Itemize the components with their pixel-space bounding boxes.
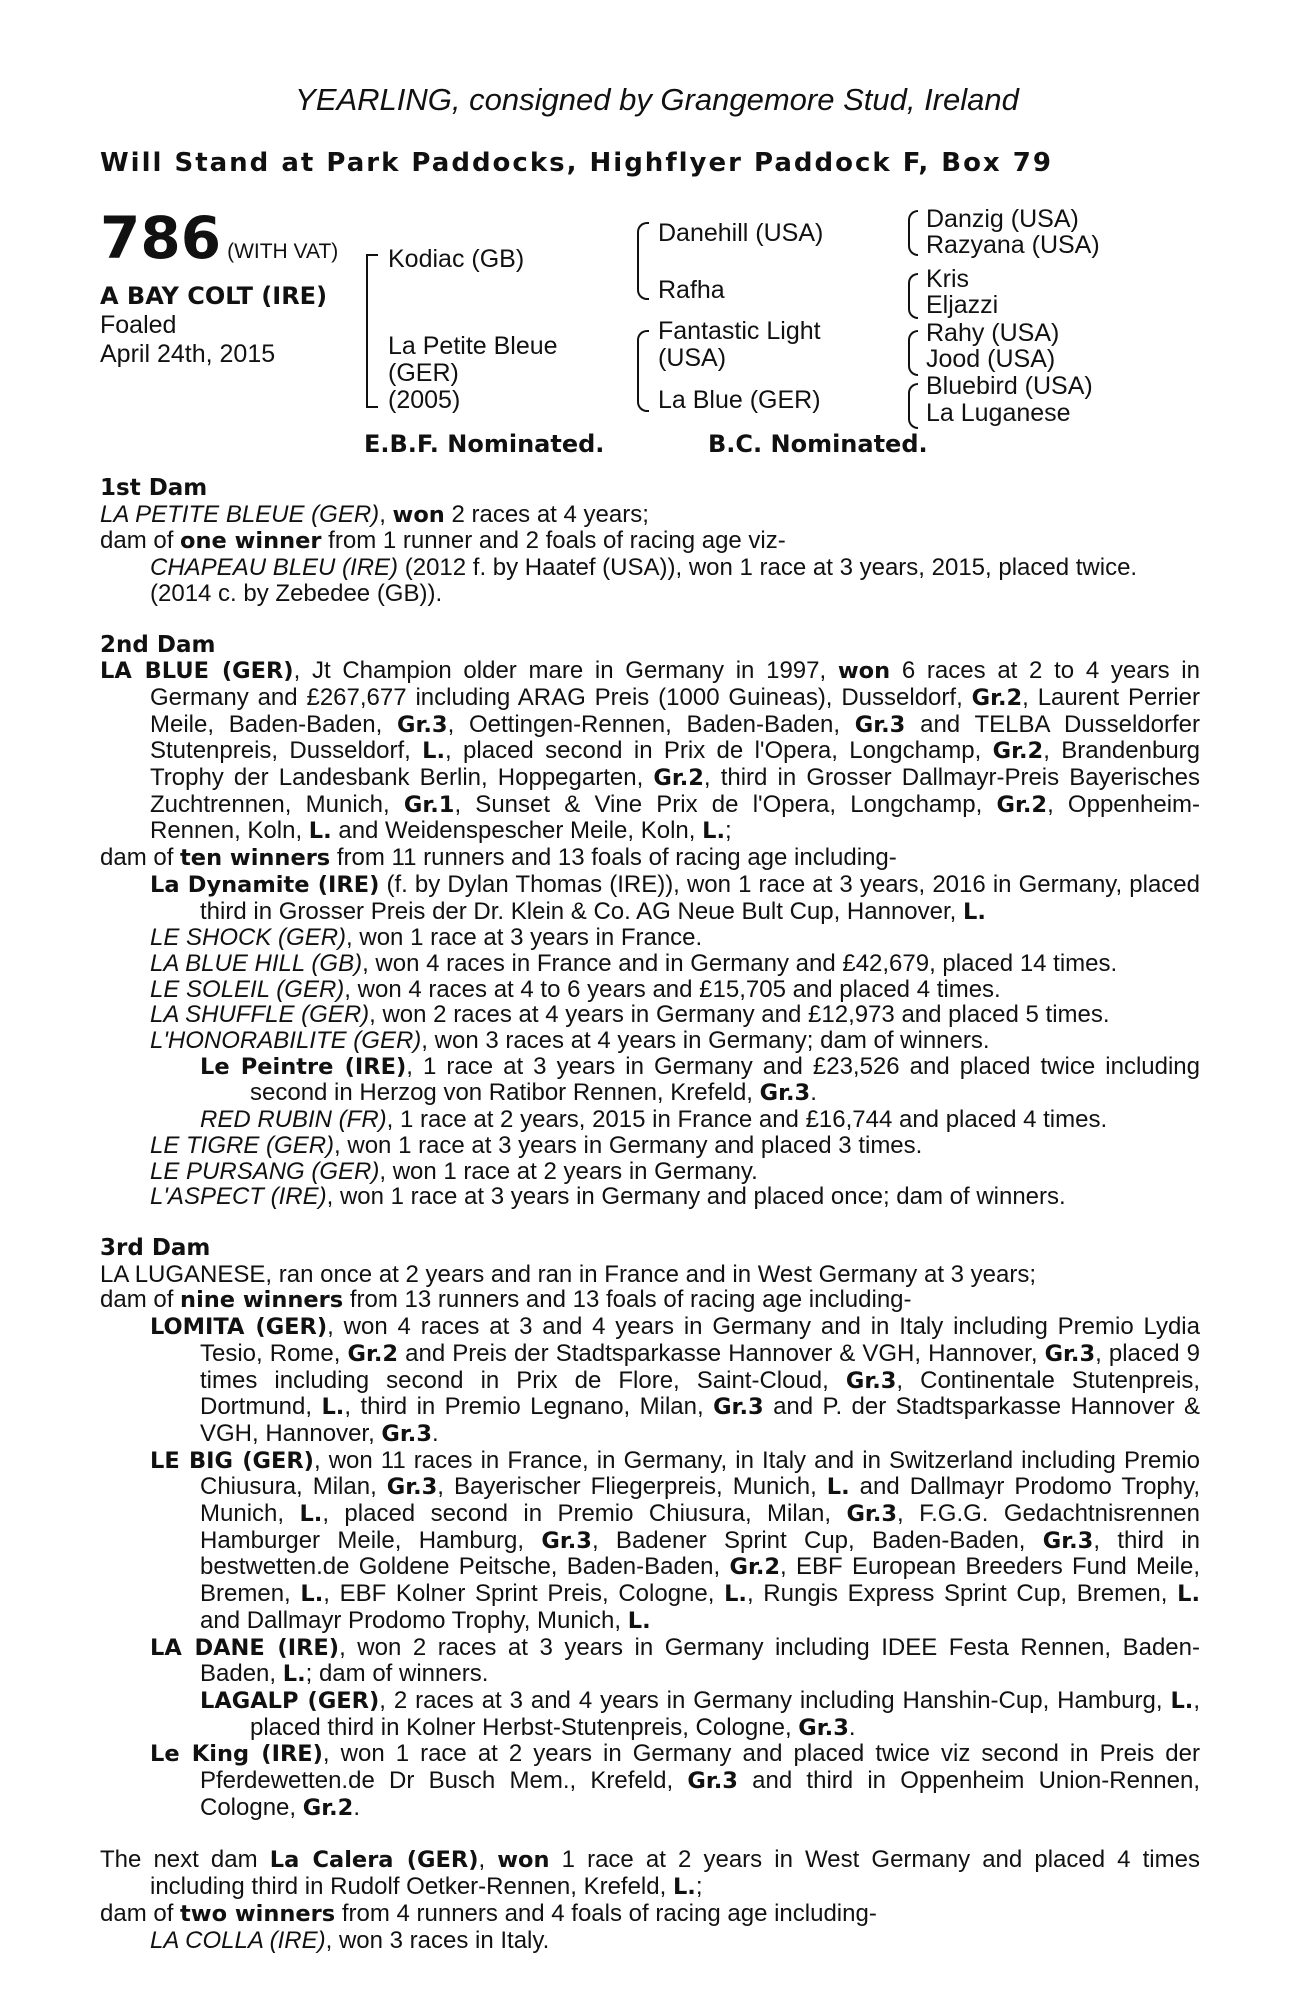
pedigree-dam-dam: La Blue (GER) — [658, 386, 821, 414]
first-dam-line: LA PETITE BLEUE (GER), won 2 races at 4 years; — [100, 500, 649, 528]
next-dam-produce-summary: dam of two winners from 4 runners and 4 foals of racing age including- — [100, 1899, 877, 1927]
pedigree-dam-country: (GER) — [388, 359, 459, 387]
pedigree-dam-name: La Petite Bleue — [388, 332, 558, 360]
ebf-nominated: E.B.F. Nominated. — [364, 430, 605, 458]
pedigree-bracket-gen1 — [366, 254, 378, 408]
second-dam-grand-progeny: Le Peintre (IRE), 1 race at 3 years in Germany and £23,526 and placed twice including second in Herzog von Ratibor Rennen, Krefeld, Gr.3. — [200, 1052, 1200, 1107]
third-dam-heading: 3rd Dam — [100, 1234, 211, 1261]
horse-name: A BAY COLT (IRE) — [100, 282, 328, 310]
pedigree-dam-sire — [658, 318, 821, 372]
first-dam-progeny: CHAPEAU BLEU (IRE) (2012 f. by Haatef (USA)), won 1 race at 3 years, 2015, placed twice. — [150, 554, 1138, 582]
foaled-label: Foaled — [100, 311, 177, 339]
third-dam-produce-summary: dam of nine winners from 13 runners and 13 foals of racing age including- — [100, 1286, 912, 1314]
third-dam-record: LA LUGANESE, ran once at 2 years and ran in France and in West Germany at 3 years; — [100, 1260, 1037, 1288]
second-dam-progeny: LE TIGRE (GER), won 1 race at 3 years in Germany and placed 3 times. — [150, 1131, 923, 1159]
pedigree-dam-year: (2005) — [388, 386, 461, 414]
second-dam-progeny: LE SHOCK (GER), won 1 race at 3 years in France. — [150, 924, 703, 952]
pedigree-gen3-6: Jood (USA) — [926, 345, 1056, 373]
second-dam-progeny: L'ASPECT (IRE), won 1 race at 3 years in Germany and placed once; dam of winners. — [150, 1183, 1066, 1211]
pedigree-gen3-5: Rahy (USA) — [926, 319, 1060, 347]
lot-number: 786 — [100, 204, 222, 272]
second-dam-progeny: L'HONORABILITE (GER), won 3 races at 4 years in Germany; dam of winners. — [150, 1027, 990, 1055]
second-dam-heading: 2nd Dam — [100, 631, 216, 658]
bc-nominated: B.C. Nominated. — [708, 430, 928, 458]
consignor-header: YEARLING, consigned by Grangemore Stud, Ireland — [295, 82, 1019, 117]
second-dam-produce-summary: dam of ten winners from 11 runners and 13 foals of racing age including- — [100, 844, 897, 872]
second-dam-record: LA BLUE (GER), Jt Champion older mare in Germany in 1997, won 6 races at 2 to 4 years in Germany and £267,677 including ARAG Preis (1000 Guineas), Dusseldorf, Gr.2, Laurent Perrier Meile, Baden-Baden, Gr.3, Oettingen-Rennen, Baden-Baden, Gr.3 and TELBA Dusseldorfer Stutenpreis, Dusseldorf, L., placed second in Prix de l'Opera, Longchamp, Gr.2, Brandenburg Trophy der Landesbank Berlin, Hoppegarten, Gr.2, third in Grosser Dallmayr-Preis Bayerisches Zuchtrennen, Munich, Gr.1, Sunset & Vine Prix de l'Opera, Longchamp, Gr.2, Oppenheim-Rennen, Koln, L. and Weidenspescher Meile, Koln, L.; — [100, 657, 1201, 845]
second-dam-progeny: LE SOLEIL (GER), won 4 races at 4 to 6 years and £15,705 and placed 4 times. — [150, 975, 1001, 1003]
first-dam-heading: 1st Dam — [100, 475, 208, 501]
third-dam-progeny: Le King (IRE), won 1 race at 2 years in Germany and placed twice viz second in Preis der Pferdewetten.de Dr Busch Mem., Krefeld, Gr.3 and third in Oppenheim Union-Rennen, Cologne, Gr.2. — [150, 1740, 1201, 1821]
pedigree-sire-dam: Rafha — [658, 276, 725, 304]
pedigree-dam-sire-country: (USA) — [658, 344, 727, 372]
third-dam-progeny: LE BIG (GER), won 11 races in France, in Germany, in Italy and in Switzerland including Premio Chiusura, Milan, Gr.3, Bayerischer Fliegerpreis, Munich, L. and Dallmayr Prodomo Trophy, Munich, L., placed second in Premio Chiusura, Milan, Gr.3, F.G.G. Gedachtnisrennen Hamburger Meile, Hamburg, Gr.3, Badener Sprint Cup, Baden-Baden, Gr.3, third in bestwetten.de Goldene Peitsche, Baden-Baden, Gr.2, EBF European Breeders Fund Meile, Bremen, L., EBF Kolner Sprint Preis, Cologne, L., Rungis Express Sprint Cup, Bremen, L. and Dallmayr Prodomo Trophy, Munich, L. — [150, 1446, 1201, 1634]
pedigree-sire: Kodiac (GB) — [388, 245, 525, 273]
second-dam-progeny: LA BLUE HILL (GB), won 4 races in France and in Germany and £42,679, placed 14 times. — [150, 949, 1118, 977]
first-dam-produce-summary: dam of one winner from 1 runner and 2 foals of racing age viz- — [100, 527, 786, 555]
pedigree-gen3-4: Eljazzi — [926, 291, 999, 319]
third-dam-progeny: LA DANE (IRE), won 2 races at 3 years in Germany including IDEE Festa Rennen, Baden-Baden, L.; dam of winners. — [150, 1633, 1200, 1688]
foaled-date: April 24th, 2015 — [100, 340, 276, 368]
pedigree-gen3-2: Razyana (USA) — [926, 231, 1100, 259]
vat-note: (WITH VAT) — [227, 240, 339, 263]
pedigree-gen3-1: Danzig (USA) — [926, 205, 1079, 233]
pedigree-bracket-sire — [637, 222, 649, 300]
pedigree-dam-sire-name: Fantastic Light — [658, 317, 821, 345]
second-dam-progeny: LA SHUFFLE (GER), won 2 races at 4 years in Germany and £12,973 and placed 5 times. — [150, 1001, 1110, 1029]
pedigree-bracket-dam — [637, 330, 649, 412]
pedigree-sire-sire: Danehill (USA) — [658, 219, 824, 247]
second-dam-progeny: LE PURSANG (GER), won 1 race at 2 years in Germany. — [150, 1157, 758, 1185]
second-dam-progeny: La Dynamite (IRE) (f. by Dylan Thomas (IRE)), won 1 race at 3 years, 2016 in Germany, placed third in Grosser Preis der Dr. Klein & Co. AG Neue Bult Cup, Hannover, L. — [150, 870, 1200, 925]
third-dam-grand-progeny: LAGALP (GER), 2 races at 3 and 4 years in Germany including Hanshin-Cup, Hamburg, L., placed third in Kolner Herbst-Stutenpreis, Cologne, Gr.3. — [200, 1686, 1200, 1741]
pedigree-bracket-ds — [908, 330, 918, 376]
pedigree-gen3-7: Bluebird (USA) — [926, 372, 1093, 400]
second-dam-grand-progeny: RED RUBIN (FR), 1 race at 2 years, 2015 in France and £16,744 and placed 4 times. — [200, 1106, 1108, 1134]
next-dam-progeny: LA COLLA (IRE), won 3 races in Italy. — [150, 1926, 550, 1954]
pedigree-bracket-sd — [908, 273, 918, 319]
third-dam-progeny: LOMITA (GER), won 4 races at 3 and 4 years in Germany and in Italy including Premio Lydia Tesio, Rome, Gr.2 and Preis der Stadtsparkasse Hannover & VGH, Hannover, Gr.3, placed 9 times including second in Prix de Flore, Saint-Cloud, Gr.3, Continentale Stutenpreis, Dortmund, L., third in Premio Legnano, Milan, Gr.3 and P. der Stadtsparkasse Hannover & VGH, Hannover, Gr.3. — [150, 1313, 1201, 1447]
pedigree-dam — [388, 333, 558, 414]
horse-info — [100, 282, 327, 369]
pedigree-notes — [100, 476, 1200, 1953]
pedigree-bracket-dd — [908, 383, 918, 429]
pedigree-gen3-3: Kris — [926, 265, 970, 293]
first-dam-progeny: (2014 c. by Zebedee (GB)). — [150, 579, 443, 607]
next-dam-record: The next dam La Calera (GER), won 1 race at 2 years in West Germany and placed 4 times including third in Rudolf Oetker-Rennen, Krefeld, L.; — [100, 1846, 1200, 1901]
lot-number-block — [100, 204, 338, 272]
pedigree-bracket-ss — [908, 210, 918, 256]
pedigree-gen3-8: La Luganese — [926, 399, 1071, 427]
stable-location: Will Stand at Park Paddocks, Highflyer Paddock F, Box 79 — [100, 148, 1053, 178]
